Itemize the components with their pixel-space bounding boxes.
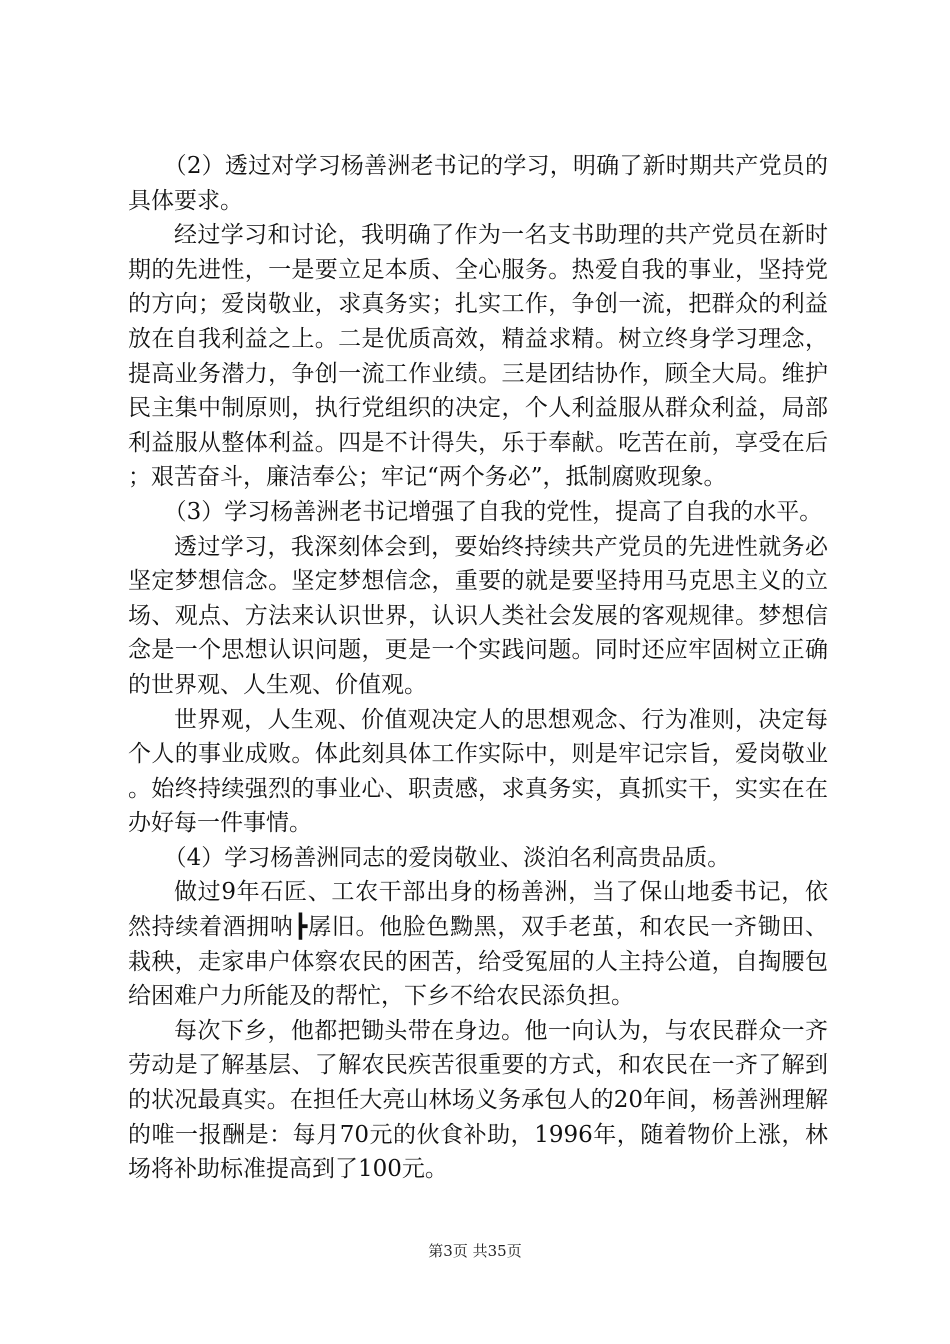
section-heading-3: （3）学习杨善洲老书记增强了自我的党性，提高了自我的水平。	[163, 498, 823, 525]
body-paragraph: 世界观，人生观、价值观决定人的思想观念、行为准则，决定每个人的事业成败。体此刻具体工作实际中，则是牢记宗旨，爱岗敬业。始终持续强烈的事业心、职责感，求真务实，真抓实干，实实在在办好每一件事情。	[128, 706, 828, 837]
section-heading-2: （2）透过对学习杨善洲老书记的学习，明确了新时期共产党员的具体要求。	[128, 153, 828, 214]
body-paragraph: 每次下乡，他都把锄头带在身边。他一向认为，与农民群众一齐劳动是了解基层、了解农民疾苦很重要的方式，和农民在一齐了解到的状况最真实。在担任大亮山林场义务承包人的20年间，杨善洲理解的唯一报酬是：每月70元的伙食补助，1996年，随着物价上涨，林场将补助标准提高到了100元。	[128, 1017, 828, 1183]
body-paragraph: 透过学习，我深刻体会到，要始终持续共产党员的先进性就务必坚定梦想信念。坚定梦想信念，重要的就是要坚持用马克思主义的立场、观点、方法来认识世界，认识人类社会发展的客观规律。梦想信念是一个思想认识问题，更是一个实践问题。同时还应牢固树立正确的世界观、人生观、价值观。	[128, 533, 828, 698]
section-heading-4: （4）学习杨善洲同志的爱岗敬业、淡泊名利高贵品质。	[163, 844, 731, 871]
body-paragraph: 经过学习和讨论，我明确了作为一名支书助理的共产党员在新时期的先进性，一是要立足本质、全心服务。热爱自我的事业，坚持党的方向；爱岗敬业，求真务实；扎实工作，争创一流，把群众的利益放在自我利益之上。二是优质高效，精益求精。树立终身学习理念，提高业务潜力，争创一流工作业绩。三是团结协作，顾全大局。维护民主集中制原则，执行党组织的决定，个人利益服从群众利益，局部利益服从整体利益。四是不计得失，乐于奉献。吃苦在前，享受在后；艰苦奋斗，廉洁奉公；牢记“两个务必”，抵制腐败现象。	[128, 222, 828, 491]
document-body	[128, 149, 828, 1187]
body-paragraph: 做过9年石匠、工农干部出身的杨善洲，当了保山地委书记，依然持续着酒拥呐┣孱旧。他脸色黝黑，双手老茧，和农民一齐锄田、栽秧，走家串户体察农民的困苦，给受冤屈的人主持公道，自掏腰包给困难户力所能及的帮忙，下乡不给农民添负担。	[128, 879, 828, 1010]
page-footer	[0, 1241, 950, 1261]
page-number-label: 第3页 共35页	[428, 1242, 522, 1260]
